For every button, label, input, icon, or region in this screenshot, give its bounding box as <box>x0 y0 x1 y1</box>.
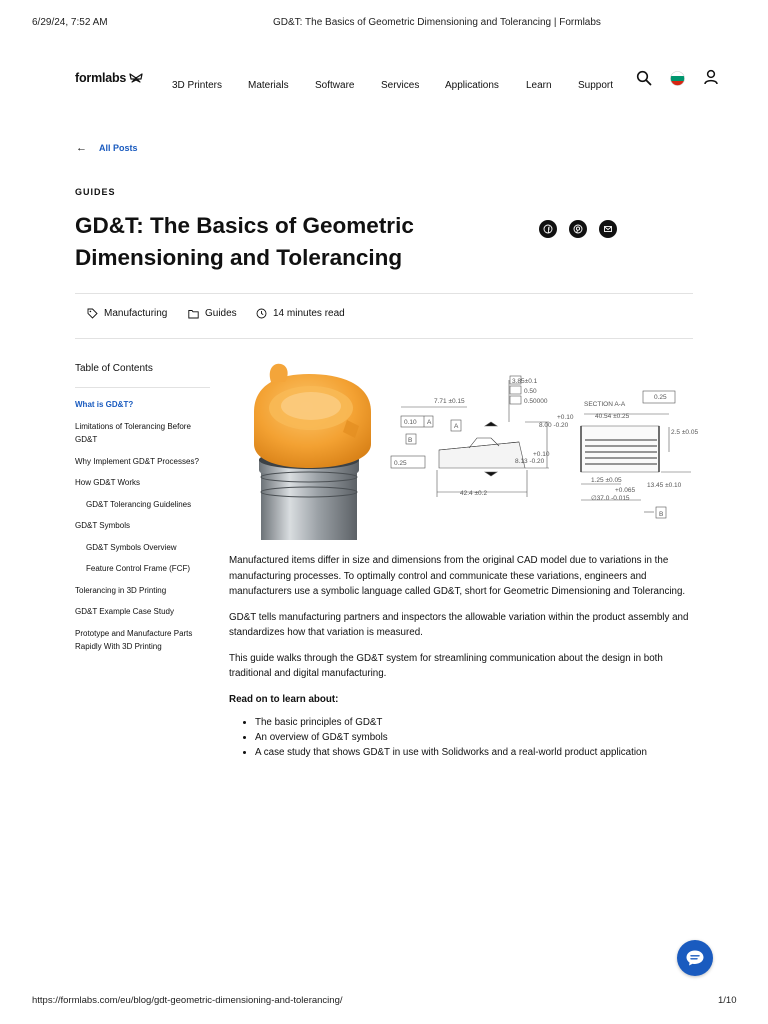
logo-text: formlabs <box>75 71 127 85</box>
pinterest-icon <box>573 224 583 234</box>
print-page-title: GD&T: The Basics of Geometric Dimensioning and Tolerancing | Formlabs <box>273 17 601 28</box>
email-icon <box>603 224 613 234</box>
dim-d6: +0.10 <box>557 414 574 421</box>
nav-materials[interactable]: Materials <box>248 80 289 91</box>
tag-guides-label: Guides <box>205 308 237 319</box>
toc-item[interactable]: How GD&T Works <box>75 478 141 487</box>
nav-software[interactable]: Software <box>315 80 355 91</box>
folder-icon <box>188 309 199 319</box>
chat-button[interactable] <box>677 940 713 976</box>
toc-title: Table of Contents <box>75 363 153 374</box>
orange-printed-cap <box>254 364 371 468</box>
dim-d4: 7.71 ±0.15 <box>434 398 465 405</box>
article-body <box>229 553 693 760</box>
dim-d8: +0.10 <box>533 451 550 458</box>
formlabs-logo[interactable] <box>75 71 143 85</box>
dim-d2: 0.50 <box>524 388 537 395</box>
dim-d7: 8.00 -0.20 <box>539 422 569 429</box>
gdt-drawing <box>229 352 699 540</box>
dim-d1: 3.85±0.1 <box>512 378 538 385</box>
dim-d11: 42.4 ±0.2 <box>460 490 488 497</box>
dim-d18: 13.45 ±0.10 <box>647 482 682 489</box>
tag-manufacturing-label: Manufacturing <box>104 308 168 319</box>
toc-item[interactable]: Feature Control Frame (FCF) <box>86 564 191 573</box>
dim-d5-ref: A <box>427 419 432 426</box>
print-footer-url: https://formlabs.com/eu/blog/gdt-geometric-dimensioning-and-tolerancing/ <box>32 995 343 1006</box>
print-timestamp: 6/29/24, 7:52 AM <box>32 17 108 28</box>
all-posts-label: All Posts <box>99 143 138 153</box>
email-share-button[interactable] <box>599 220 617 238</box>
toc-item[interactable]: Why Implement GD&T Processes? <box>75 456 199 466</box>
dim-d5: 0.10 <box>404 419 417 426</box>
datum-b-label: B <box>408 437 413 444</box>
list-item: • An overview of GD&T symbols <box>255 730 693 745</box>
read-time-label: 14 minutes read <box>273 308 345 319</box>
dim-d3: 0.50000 <box>524 398 548 405</box>
article-title: GD&T: The Basics of Geometric Dimensioning and Tolerancing <box>75 213 414 270</box>
dim-d14: 2.5 ±0.05 <box>671 429 699 436</box>
tag-manufacturing[interactable] <box>87 308 167 319</box>
chat-bubble-icon <box>685 949 705 967</box>
table-of-contents <box>75 398 215 662</box>
dim-d16: +0.065 <box>615 487 636 494</box>
toc-divider <box>75 387 210 388</box>
facebook-icon <box>543 224 553 234</box>
tag-guides[interactable] <box>188 308 237 319</box>
toc-item[interactable]: What is GD&T? <box>75 400 134 409</box>
toc-item[interactable]: GD&T Symbols Overview <box>86 542 177 552</box>
toc-item[interactable]: GD&T Symbols <box>75 521 130 530</box>
toc-item[interactable]: GD&T Example Case Study <box>75 607 175 616</box>
list-item: • A case study that shows GD&T in use with Solidworks and a real-world product application <box>255 745 693 760</box>
nav-3d-printers[interactable]: 3D Printers <box>172 80 223 91</box>
section-title: SECTION A-A <box>584 401 626 408</box>
user-account-icon[interactable] <box>703 69 719 85</box>
bullet-list <box>229 715 693 760</box>
nav-services[interactable]: Services <box>381 80 420 91</box>
print-footer-page: 1/10 <box>718 995 737 1006</box>
datum-b-section-label: B <box>659 511 664 518</box>
bulgaria-flag-icon[interactable] <box>670 71 685 86</box>
body-paragraph-2: GD&T tells manufacturing partners and inspectors the allowable variation within the product assembly and standardizes how that variation is measured. <box>229 611 689 638</box>
datum-a-label: A <box>454 423 459 430</box>
dim-d15: 1.25 ±0.05 <box>591 477 622 484</box>
body-paragraph-3: This guide walks through the GD&T system for streamlining communication about the design in both traditional and digital manufacturing. <box>229 652 663 679</box>
dim-d13: 40.54 ±0.25 <box>595 413 630 420</box>
toc-item[interactable]: Tolerancing in 3D Printing <box>75 585 167 595</box>
nav-applications[interactable]: Applications <box>445 80 499 91</box>
body-paragraph-1: Manufactured items differ in size and dimensions from the original CAD model due to variations in the manufacturing processes. To optimally control and communicate these variations, engineers and manufacturers use a symbolic language called GD&T, short for Geometric Dimensioning and Tolerancing. <box>229 555 686 597</box>
list-item: • The basic principles of GD&T <box>255 715 693 730</box>
pinterest-share-button[interactable] <box>569 220 587 238</box>
toc-item[interactable]: Limitations of Tolerancing Before GD&T <box>75 421 191 444</box>
dim-d10: 0.25 <box>394 460 407 467</box>
all-posts-link[interactable] <box>76 142 138 154</box>
butterfly-icon <box>129 73 143 83</box>
toc-item[interactable]: Prototype and Manufacture Parts Rapidly With 3D Printing <box>75 628 193 651</box>
nav-support[interactable]: Support <box>578 80 614 91</box>
search-icon[interactable] <box>636 70 652 86</box>
dim-d17: ∅37.0 -0.015 <box>591 495 630 502</box>
clock-icon <box>256 308 267 319</box>
arrow-left-icon: ← <box>76 142 87 154</box>
read-time <box>256 308 345 319</box>
tag-icon <box>87 308 98 319</box>
divider-top <box>75 293 693 294</box>
facebook-share-button[interactable] <box>539 220 557 238</box>
body-lead: Read on to learn about: <box>229 693 339 705</box>
article-category[interactable]: GUIDES <box>75 187 116 197</box>
toc-item[interactable]: GD&T Tolerancing Guidelines <box>86 499 192 509</box>
gdt-hero-figure <box>229 352 699 540</box>
divider-bottom <box>75 338 693 339</box>
dim-d12: 0.25 <box>654 394 667 401</box>
nav-learn[interactable]: Learn <box>526 80 552 91</box>
dim-d9: 8.13 -0.20 <box>515 458 545 465</box>
